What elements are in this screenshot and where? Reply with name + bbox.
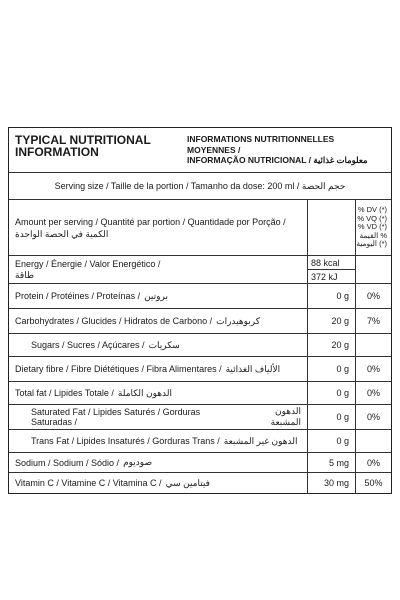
- title-line-1: TYPICAL NUTRITIONAL: [15, 133, 151, 147]
- energy-row: [9, 256, 391, 284]
- nutrient-amount: 20 g: [307, 309, 355, 333]
- energy-kj: 372 kJ: [311, 271, 338, 282]
- nutrient-name: Carbohydrates / Glucides / Hidratos de Carbono /: [15, 316, 213, 326]
- label-header: [9, 128, 391, 173]
- nutrient-amount: 5 mg: [307, 453, 355, 472]
- nutrient-label: [9, 473, 307, 493]
- nutrition-label: [8, 127, 392, 494]
- nutrient-amount: 0 g: [307, 357, 355, 381]
- nutrient-amount: 0 g: [307, 430, 355, 452]
- dv-header-line: % DV (*): [357, 205, 387, 215]
- nutrient-name-arabic: سكريات: [148, 339, 180, 350]
- nutrient-dv: 0%: [355, 405, 391, 429]
- amount-header-row: [9, 200, 391, 256]
- energy-label-line-2: طاقة: [15, 269, 35, 280]
- energy-label-line-1: Energy / Énergie / Valor Energético /: [15, 258, 161, 269]
- serving-size: Serving size / Taille de la portion / Tamanho da dose: 200 ml / حجم الحصة: [9, 173, 391, 200]
- amount-header-label: [9, 200, 307, 255]
- energy-values: [307, 256, 355, 283]
- nutrient-name: Protein / Protéines / Proteínas /: [15, 291, 141, 301]
- table-row: [9, 357, 391, 382]
- energy-kcal: 88 kcal: [308, 256, 355, 270]
- nutrient-label: [9, 453, 307, 472]
- nutrient-name: Saturated Fat / Lipides Saturés / Gorduras Saturadas /: [31, 407, 201, 427]
- nutrient-name: Sodium / Sodium / Sódio /: [15, 457, 120, 468]
- nutrient-name: Dietary fibre / Fibre Diététiques / Fibra Alimentares /: [15, 364, 222, 374]
- amount-header-line-2: الكمية في الحصة الواحدة: [15, 228, 109, 239]
- nutrient-name-arabic: بروتين: [144, 290, 168, 301]
- nutrient-name-arabic: الدهون الكاملة: [117, 387, 172, 398]
- dv-header-line: (*) اليومية: [356, 239, 387, 249]
- nutrient-dv: 0%: [355, 357, 391, 381]
- multi-title-line-1: INFORMATIONS NUTRITIONNELLES MOYENNES /: [187, 134, 335, 155]
- english-title: [9, 128, 177, 172]
- dv-header: [355, 200, 391, 255]
- nutrient-label: [9, 405, 307, 429]
- nutrient-label: [9, 334, 307, 356]
- nutrient-amount: 0 g: [307, 284, 355, 308]
- nutrient-name: Trans Fat / Lipides Insaturés / Gorduras Trans /: [31, 436, 220, 446]
- nutrient-dv: 0%: [355, 382, 391, 404]
- table-row: [9, 405, 391, 430]
- table-row: [9, 284, 391, 309]
- nutrient-name: Vitamin C / Vitamine C / Vitamina C /: [15, 478, 162, 488]
- table-row: [9, 453, 391, 473]
- nutrient-name-arabic: الدهون غير المشبعة: [223, 435, 298, 446]
- dv-header-line: % VD (*): [357, 222, 387, 232]
- nutrient-label: [9, 284, 307, 308]
- energy-dv: [355, 256, 391, 283]
- energy-label: [9, 256, 307, 283]
- table-row: [9, 334, 391, 357]
- dv-header-line: % القيمة: [359, 230, 387, 240]
- nutrient-label: [9, 382, 307, 404]
- nutrient-amount: 0 g: [307, 405, 355, 429]
- nutrient-name-arabic: كربوهيدرات: [216, 315, 261, 326]
- nutrient-dv: 0%: [355, 453, 391, 472]
- nutrient-dv: [355, 334, 391, 356]
- title-line-2: INFORMATION: [15, 145, 99, 159]
- nutrient-label: [9, 357, 307, 381]
- dv-header-line: % VQ (*): [357, 213, 387, 223]
- table-row: [9, 430, 391, 453]
- nutrient-amount: 30 mg: [307, 473, 355, 493]
- amount-header-line-1: Amount per serving / Quantité par portion / Quantidade por Porção /: [15, 216, 286, 227]
- multilingual-title: [177, 128, 391, 172]
- nutrient-amount: 0 g: [307, 382, 355, 404]
- nutrient-name-arabic: فيتامين سي: [165, 477, 210, 488]
- table-row: [9, 382, 391, 405]
- amount-header-blank: [307, 200, 355, 255]
- nutrient-amount: 20 g: [307, 334, 355, 356]
- nutrient-table: [9, 200, 391, 493]
- nutrient-name: Total fat / Lipides Totale /: [15, 388, 114, 398]
- nutrient-name-arabic: الألياف الغذائية: [225, 363, 281, 374]
- nutrient-name-arabic: الدهون المشبعة: [270, 406, 301, 427]
- nutrient-dv: 50%: [355, 473, 391, 493]
- table-row: [9, 473, 391, 493]
- nutrient-name-arabic: صوديوم: [123, 457, 153, 467]
- nutrient-label: [9, 430, 307, 452]
- nutrient-name: Sugars / Sucres / Açúcares /: [31, 340, 145, 350]
- table-row: [9, 309, 391, 334]
- nutrient-dv: 7%: [355, 309, 391, 333]
- multi-title-line-2: INFORMAÇÃO NUTRICIONAL / معلومات غذائية: [187, 155, 368, 165]
- nutrient-dv: 0%: [355, 284, 391, 308]
- nutrient-label: [9, 309, 307, 333]
- nutrient-dv: [355, 430, 391, 452]
